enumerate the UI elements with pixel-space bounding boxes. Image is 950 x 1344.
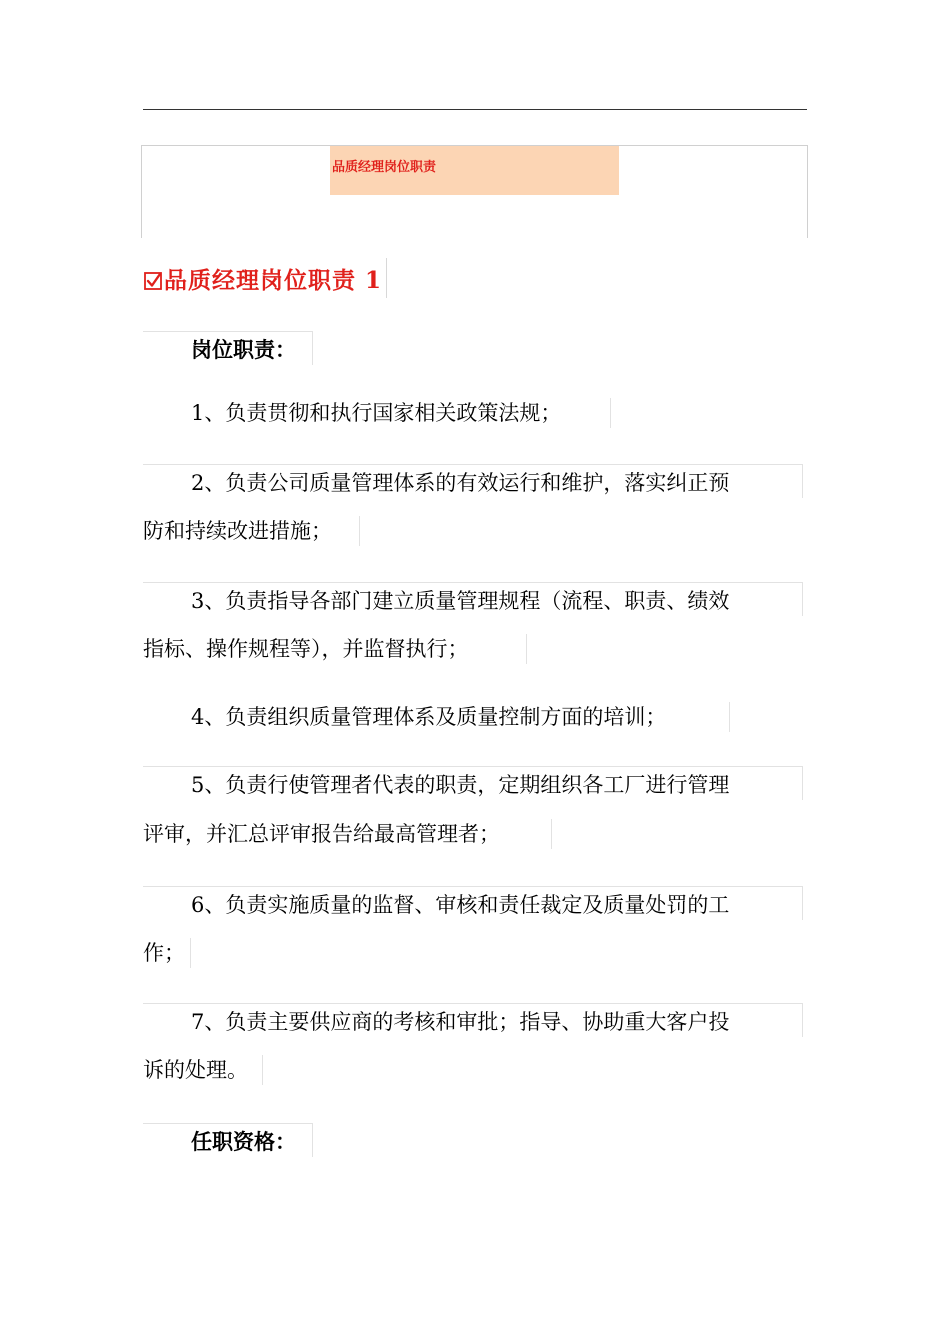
checkbox-checked-icon bbox=[144, 272, 162, 290]
duty-item-6-line-2: 作； bbox=[143, 938, 191, 968]
header-banner-text: 品质经理岗位职责 bbox=[332, 160, 437, 175]
duty-item-5-line-2: 评审，并汇总评审报告给最高管理者； bbox=[143, 819, 552, 849]
duty-item-4: 4、负责组织质量管理体系及质量控制方面的培训； bbox=[143, 702, 730, 732]
document-title bbox=[144, 258, 387, 298]
section-heading-qualifications: 任职资格： bbox=[143, 1123, 313, 1157]
document-title-text: 品质经理岗位职责 1 bbox=[164, 266, 383, 294]
duty-item-2-line-1: 2、负责公司质量管理体系的有效运行和维护，落实纠正预 bbox=[143, 464, 803, 498]
duty-item-5-line-1: 5、负责行使管理者代表的职责，定期组织各工厂进行管理 bbox=[143, 766, 803, 800]
top-rule bbox=[143, 109, 807, 110]
duty-item-3-line-2: 指标、操作规程等），并监督执行； bbox=[143, 634, 527, 664]
duty-item-6-line-1: 6、负责实施质量的监督、审核和责任裁定及质量处罚的工 bbox=[143, 886, 803, 920]
section-heading-duties: 岗位职责： bbox=[143, 331, 313, 365]
duty-item-7-line-2: 诉的处理。 bbox=[143, 1055, 263, 1085]
duty-item-1: 1、负责贯彻和执行国家相关政策法规； bbox=[143, 398, 611, 428]
duty-item-7-line-1: 7、负责主要供应商的考核和审批；指导、协助重大客户投 bbox=[143, 1003, 803, 1037]
duty-item-2-line-2: 防和持续改进措施； bbox=[143, 516, 360, 546]
duty-item-3-line-1: 3、负责指导各部门建立质量管理规程（流程、职责、绩效 bbox=[143, 582, 803, 616]
